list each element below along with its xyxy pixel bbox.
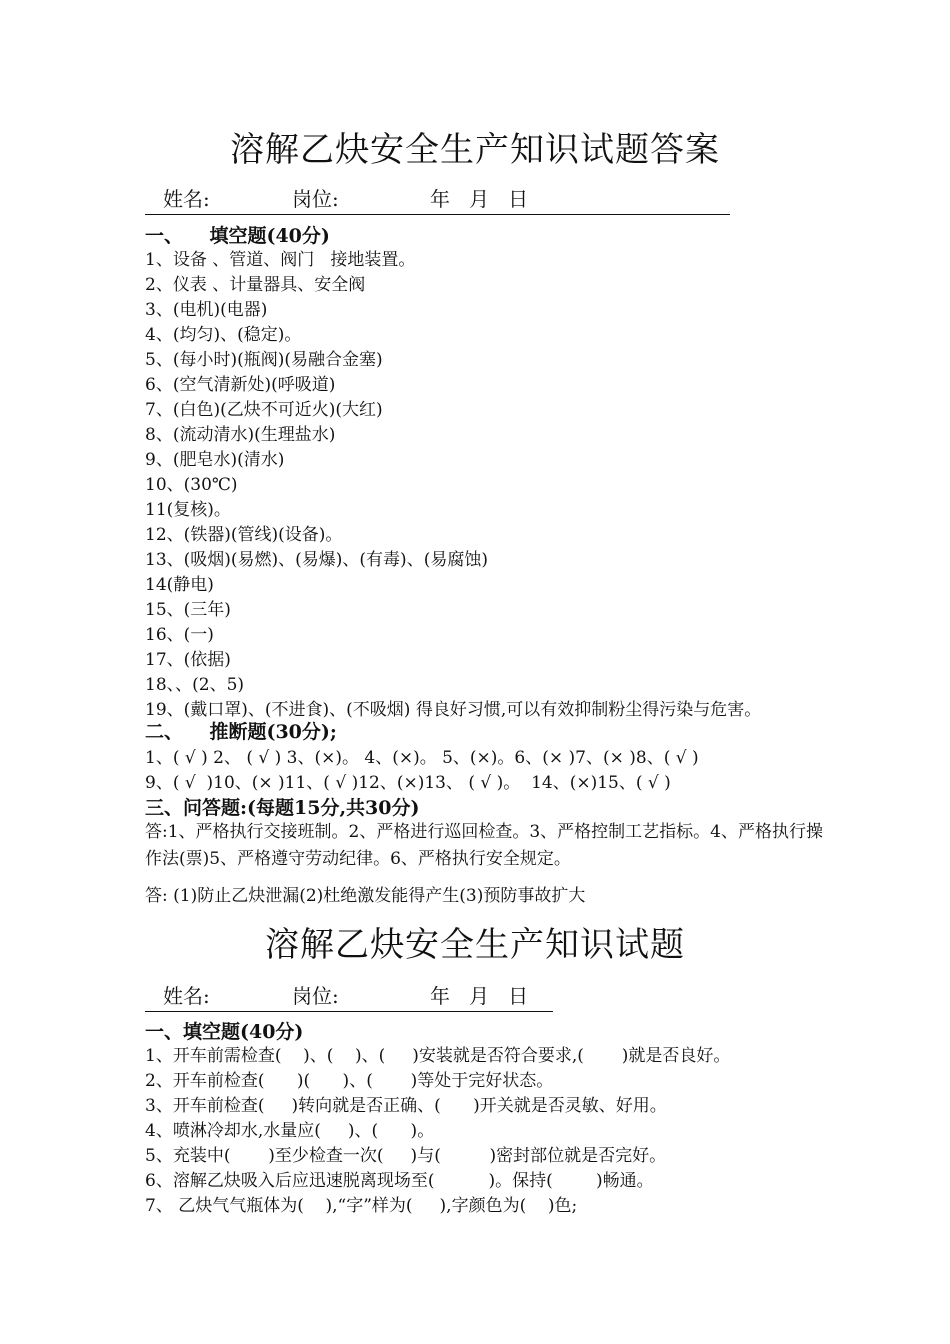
- question-item: 2、开车前检查( )( )、( )等处于完好状态。: [145, 1071, 554, 1091]
- answer-item: 17、(依据): [145, 650, 231, 670]
- answer-item: 9、(肥皂水)(清水): [145, 450, 285, 470]
- answer-item: 13、(吸烟)(易燃)、(易爆)、(有毒)、(易腐蚀): [145, 550, 488, 570]
- answer-item: 3、(电机)(电器): [145, 300, 268, 320]
- name-label: 姓名:: [163, 187, 210, 211]
- answer-title: 溶解乙炔安全生产知识试题答案: [230, 130, 720, 170]
- question-item: 1、开车前需检查( )、( )、( )安装就是否符合要求,( )就是否良好。: [145, 1046, 731, 1066]
- answer-item: 5、(每小时)(瓶阀)(易融合金塞): [145, 350, 383, 370]
- section-heading: 二、 推断题(30分);: [145, 721, 337, 743]
- answer-item: 10、(30℃): [145, 475, 238, 495]
- answer-item: 6、(空气清新处)(呼吸道): [145, 375, 336, 395]
- answer-item: 1、设备 、管道、阀门 接地装置。: [145, 250, 416, 270]
- answer-item: 8、(流动清水)(生理盐水): [145, 425, 336, 445]
- question-item: 5、充装中( )至少检查一次( )与( )密封部位就是否完好。: [145, 1146, 667, 1166]
- answer-header-line: [145, 184, 730, 215]
- qa-answer-2: 答: (1)防止乙炔泄漏(2)杜绝激发能得产生(3)预防事故扩大: [145, 886, 586, 906]
- answer-item: 4、(均匀)、(稳定)。: [145, 325, 302, 345]
- answer-item: 11(复核)。: [145, 500, 231, 520]
- question-item: 4、喷淋冷却水,水量应( )、( )。: [145, 1121, 435, 1141]
- date-label: 年 月 日: [430, 984, 529, 1008]
- post-label: 岗位:: [292, 187, 339, 211]
- answer-item: 16、(一): [145, 625, 214, 645]
- answer-item: 2、仪表 、计量器具、安全阀: [145, 275, 366, 295]
- post-label: 岗位:: [292, 984, 339, 1008]
- answer-item: 14(静电): [145, 575, 214, 595]
- date-label: 年 月 日: [430, 187, 529, 211]
- name-label: 姓名:: [163, 984, 210, 1008]
- question-item: 6、溶解乙炔吸入后应迅速脱离现场至( )。保持( )畅通。: [145, 1171, 654, 1191]
- question-header-line: [145, 981, 553, 1012]
- answer-item: 19、(戴口罩)、(不进食)、(不吸烟) 得良好习惯,可以有效抑制粉尘得污染与危害。: [145, 700, 762, 720]
- qa-answer-1: 答:1、严格执行交接班制。2、严格进行巡回检查。3、严格控制工艺指标。4、严格执行操作法(票)5、严格遵守劳动纪律。6、严格执行安全规定。: [145, 822, 823, 869]
- judge-answers-row: 1、( √ ) 2、 ( √ ) 3、(×)。 4、(×)。 5、(×)。6、(× )7、(× )8、( √ ): [145, 748, 699, 768]
- judge-answers-row: 9、( √ )10、(× )11、( √ )12、(×)13、 ( √ )。 14、(×)15、( √ ): [145, 773, 671, 793]
- answer-item: 7、(白色)(乙炔不可近火)(大红): [145, 400, 383, 420]
- question-title: 溶解乙炔安全生产知识试题: [265, 925, 685, 965]
- answer-item: 15、(三年): [145, 600, 231, 620]
- answer-item: 12、(铁器)(管线)(设备)。: [145, 525, 343, 545]
- section-heading: 一、填空题(40分): [145, 1021, 304, 1043]
- question-item: 3、开车前检查( )转向就是否正确、( )开关就是否灵敏、好用。: [145, 1096, 667, 1116]
- answer-item: 18、、(2、5): [145, 675, 245, 695]
- question-item: 7、 乙炔气气瓶体为( ),“字”样为( ),字颜色为( )色;: [145, 1196, 578, 1216]
- section-heading: 一、 填空题(40分): [145, 225, 330, 247]
- section-heading: 三、问答题:(每题15分,共30分): [145, 797, 420, 819]
